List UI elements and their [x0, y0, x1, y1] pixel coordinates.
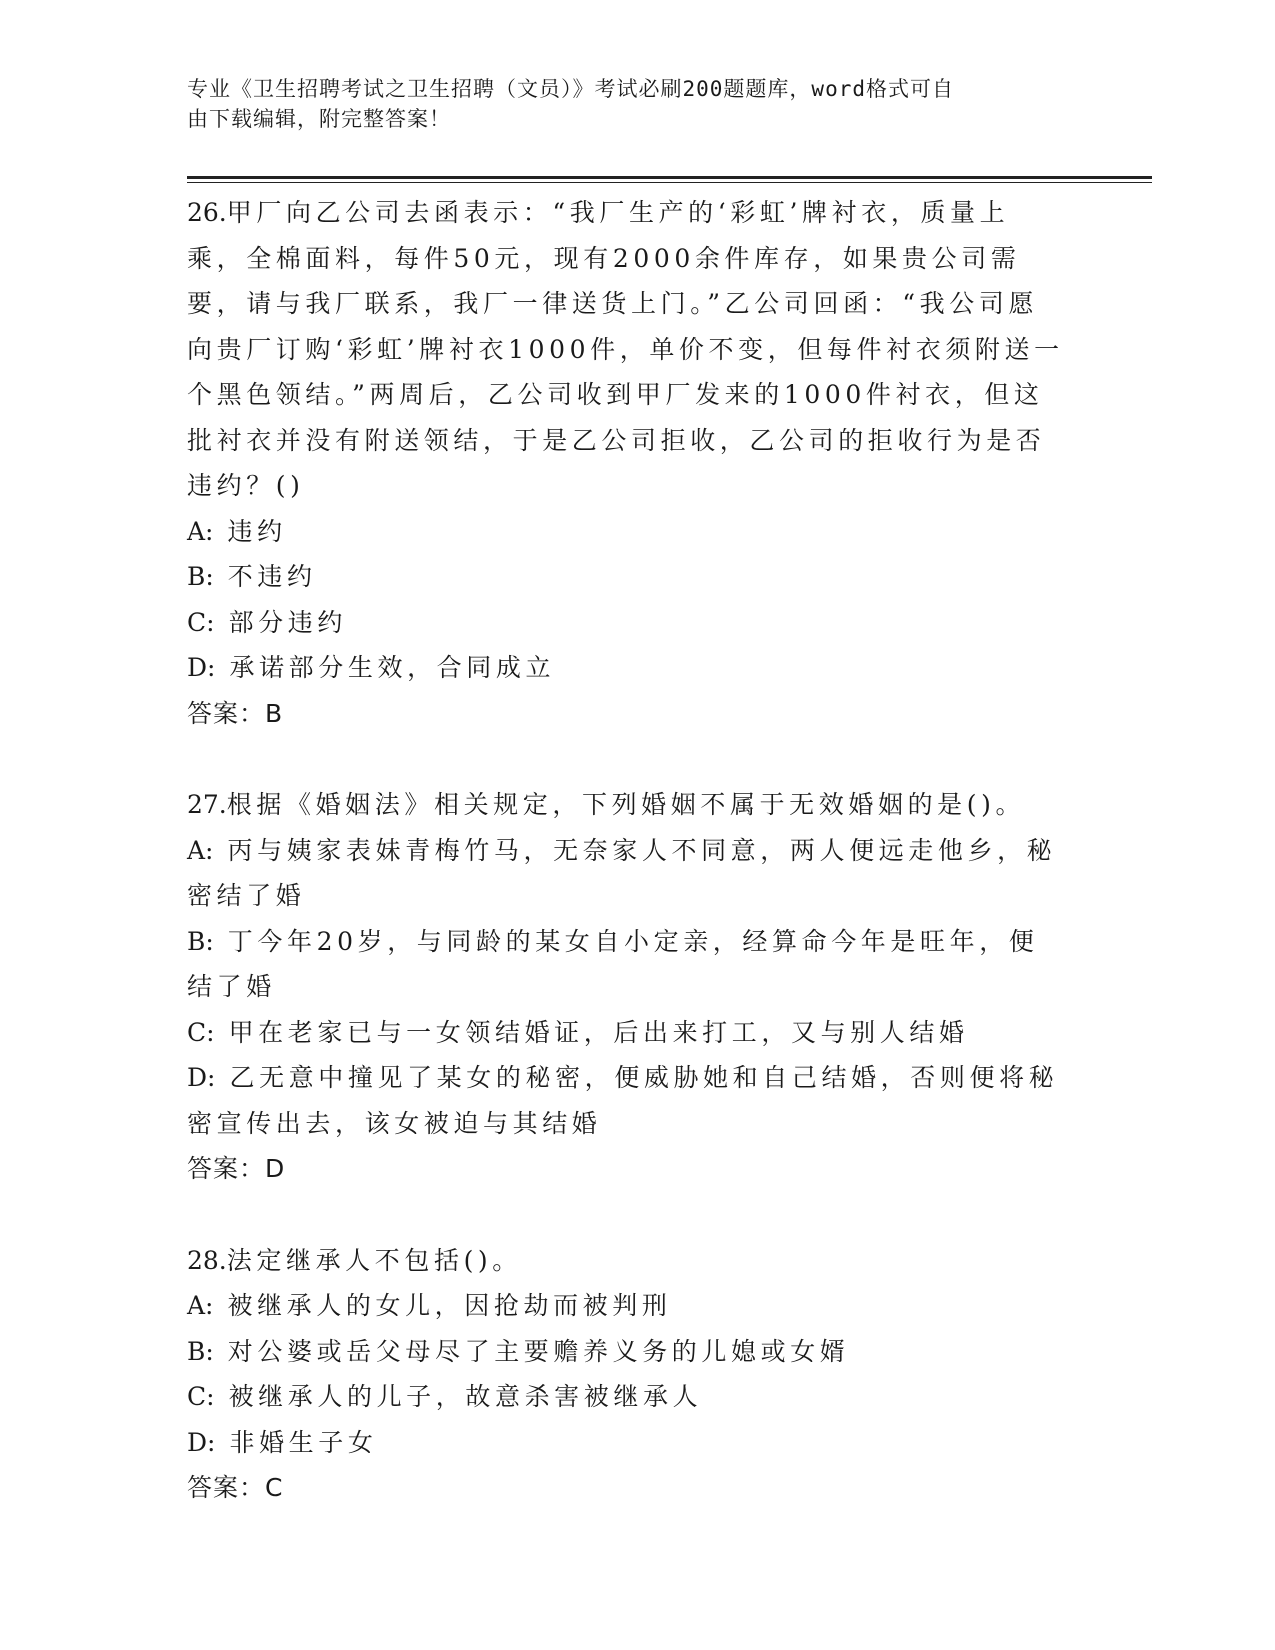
option-text: 对公婆或岳父母尽了主要赡养义务的儿媳或女婿	[227, 1336, 850, 1366]
option-key: C:	[187, 1017, 215, 1047]
option-key: B:	[187, 562, 214, 591]
question-number: 28.	[187, 1245, 227, 1275]
option-text: 丙与姨家表妹青梅竹马，无奈家人不同意，两人便远走他乡，秘密结了婚	[187, 835, 1057, 910]
question-27	[187, 782, 1067, 1192]
option-c	[187, 1374, 1067, 1420]
option-b	[187, 919, 1067, 1010]
question-list	[187, 190, 1067, 1557]
option-key: B:	[187, 926, 214, 956]
option-key: C:	[187, 1382, 215, 1411]
question-stem: 甲厂向乙公司去函表示：“我厂生产的‘彩虹’牌衬衣，质量上乘，全棉面料，每件50元，现有2000余件库存，如果贵公司需要，请与我厂联系，我厂一律送货上门。”乙公司回函：“我公司愿向贵厂订购‘彩虹’牌衬衣1000件，单价不变，但每件衬衣须附送一个黑色领结。”两周后，乙公司收到甲厂发来的1000件衬衣，但这批衬衣并没有附送领结，于是乙公司拒收，乙公司的拒收行为是否违约？()	[187, 198, 1064, 500]
answer-label: 答案：B	[187, 698, 284, 728]
header-divider-thin	[187, 182, 1152, 183]
question-stem: 根据《婚姻法》相关规定，下列婚姻不属于无效婚姻的是()。	[226, 790, 1026, 819]
option-c	[187, 1010, 1067, 1056]
option-d	[187, 1055, 1067, 1146]
option-key: B:	[187, 1336, 214, 1366]
option-key: A:	[187, 516, 214, 546]
option-text: 甲在老家已与一女领结婚证，后出来打工，又与别人结婚	[228, 1017, 969, 1047]
option-key: C:	[187, 607, 215, 637]
question-26	[187, 190, 1067, 736]
option-text: 不违约	[227, 562, 317, 591]
option-text: 丁今年20岁，与同龄的某女自小定亲，经算命今年是旺年，便结了婚	[187, 926, 1039, 1001]
question-text	[187, 190, 1067, 509]
header-line-1: 专业《卫生招聘考试之卫生招聘（文员）》考试必刷200题题库，word格式可自	[187, 77, 954, 101]
question-stem: 法定继承人不包括()。	[226, 1245, 522, 1275]
header-line-2: 由下载编辑，附完整答案！	[187, 107, 451, 131]
option-a	[187, 509, 1067, 555]
option-text: 承诺部分生效，合同成立	[229, 653, 556, 682]
option-d	[187, 1420, 1067, 1466]
option-b	[187, 1329, 1067, 1375]
question-text	[187, 782, 1067, 828]
option-d	[187, 645, 1067, 691]
answer-label: 答案：D	[187, 1154, 286, 1183]
question-number: 27.	[187, 790, 227, 819]
option-c	[187, 600, 1067, 646]
option-a	[187, 1283, 1067, 1329]
option-text: 被继承人的女儿，因抢劫而被判刑	[227, 1291, 672, 1320]
option-key: D:	[187, 1427, 216, 1457]
option-key: D:	[187, 653, 216, 682]
question-text	[187, 1238, 1067, 1284]
header-divider-thick	[187, 176, 1152, 179]
option-key: A:	[187, 1291, 214, 1320]
option-text: 被继承人的儿子，故意杀害被继承人	[228, 1382, 703, 1411]
option-b	[187, 554, 1067, 600]
option-text: 乙无意中撞见了某女的秘密，便威胁她和自己结婚，否则便将秘密宣传出去，该女被迫与其结婚	[187, 1063, 1059, 1138]
option-key: D:	[187, 1063, 216, 1092]
option-a	[187, 828, 1067, 919]
option-text: 非婚生子女	[229, 1427, 378, 1457]
option-key: A:	[187, 835, 214, 865]
answer-label: 答案：C	[187, 1473, 284, 1502]
option-text: 违约	[227, 516, 287, 546]
question-28	[187, 1238, 1067, 1511]
document-header	[187, 74, 1067, 134]
option-text: 部分违约	[228, 607, 347, 637]
question-number: 26.	[187, 198, 227, 227]
